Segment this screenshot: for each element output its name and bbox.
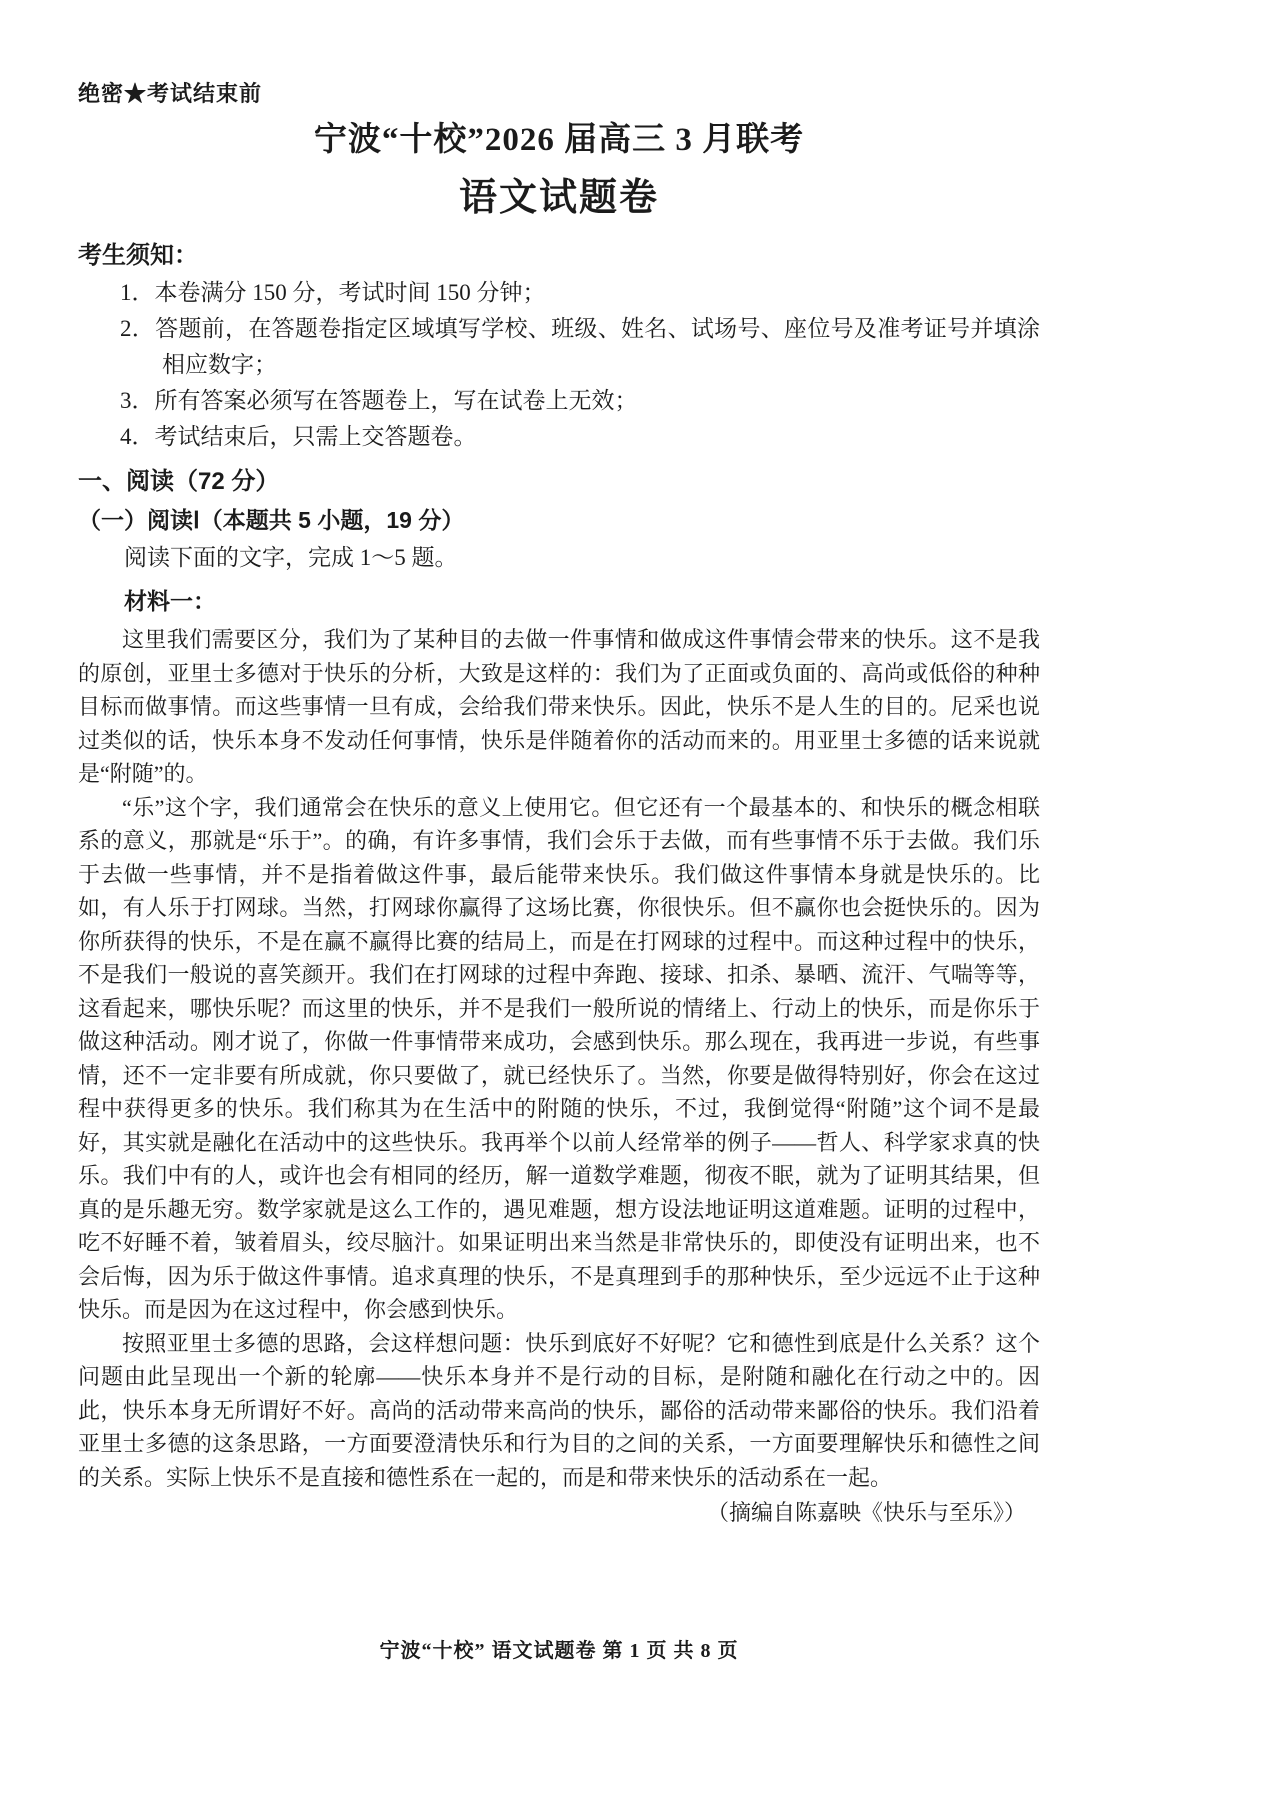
exam-paper-page	[78, 0, 1040, 1809]
paper-subtitle: 语文试题卷	[458, 177, 659, 219]
material-1-label: 材料一：	[124, 588, 216, 614]
reading-instruction: 阅读下面的文字，完成 1～5 题。	[124, 545, 458, 570]
material-paragraph-2: “乐”这个字，我们通常会在快乐的意义上使用它。但它还有一个最基本的、和快乐的概念相联系的意义，那就是“乐于”。的确，有许多事情，我们会乐于去做，而有些事情不乐于去做。我们乐于去做一些事情，并不是指着做这件事，最后能带来快乐。我们做这件事情本身就是快乐的。比如，有人乐于打网球。当然，打网球你赢得了这场比赛，你很快乐。但不赢你也会挺快乐的。因为你所获得的快乐，不是在赢不赢得比赛的结局上，而是在打网球的过程中。而这种过程中的快乐，不是我们一般说的喜笑颜开。我们在打网球的过程中奔跑、接球、扣杀、暴晒、流汗、气喘等等，这看起来，哪快乐呢？而这里的快乐，并不是我们一般所说的情绪上、行动上的快乐，而是你乐于做这种活动。刚才说了，你做一件事情带来成功，会感到快乐。那么现在，我再进一步说，有些事情，还不一定非要有所成就，你只要做了，就已经快乐了。当然，你要是做得特别好，你会在这过程中获得更多的快乐。我们称其为在生活中的附随的快乐，不过，我倒觉得“附随”这个词不是最好，其实就是融化在活动中的这些快乐。我再举个以前人经常举的例子——哲人、科学家求真的快乐。我们中有的人，或许也会有相同的经历，解一道数学难题，彻夜不眠，就为了证明其结果，但真的是乐趣无穷。数学家就是这么工作的，遇见难题，想方设法地证明这道难题。证明的过程中，吃不好睡不着，皱着眉头，绞尽脑汁。如果证明出来当然是非常快乐的，即使没有证明出来，也不会后悔，因为乐于做这件事情。追求真理的快乐，不是真理到手的那种快乐，至少远远不止于这种快乐。而是因为在这过程中，你会感到快乐。	[78, 794, 1040, 1322]
notice-item-3: 3．所有答案必须写在答题卷上，写在试卷上无效；	[120, 388, 638, 413]
material-paragraph-3: 按照亚里士多德的思路，会这样想问题：快乐到底好不好呢？它和德性到底是什么关系？这个问题由此呈现出一个新的轮廓——快乐本身并不是行动的目标，是附随和融化在行动之中的。因此，快乐本身无所谓好不好。高尚的活动带来高尚的快乐，鄙俗的活动带来鄙俗的快乐。我们沿着亚里士多德的这条思路，一方面要澄清快乐和行为目的之间的关系，一方面要理解快乐和德性之间的关系。实际上快乐不是直接和德性系在一起的，而是和带来快乐的活动系在一起。	[78, 1330, 1040, 1490]
source-attribution: （摘编自陈嘉映《快乐与至乐》）	[706, 1500, 1026, 1525]
exam-title: 宁波“十校”2026 届高三 3 月联考	[313, 122, 805, 158]
notice-item-1: 1．本卷满分 150 分，考试时间 150 分钟；	[120, 280, 546, 305]
notice-item-2: 2．答题前，在答题卷指定区域填写学校、班级、姓名、试场号、座位号及准考证号并填涂相应数字；	[120, 316, 1040, 377]
section-1-reading-heading: 一、阅读（72 分）	[78, 468, 280, 495]
material-paragraph-1: 这里我们需要区分，我们为了某种目的去做一件事情和做成这件事情会带来的快乐。这不是我的原创，亚里士多德对于快乐的分析，大致是这样的：我们为了正面或负面的、高尚或低俗的种种目标而做事情。而这些事情一旦有成，会给我们带来快乐。因此，快乐不是人生的目的。尼采也说过类似的话，快乐本身不发动任何事情，快乐是伴随着你的活动而来的。用亚里士多德的话来说就是“附随”的。	[78, 627, 1040, 786]
subsection-reading-1-heading: （一）阅读Ⅰ（本题共 5 小题，19 分）	[78, 507, 465, 533]
page-footer: 宁波“十校” 语文试题卷 第 1 页 共 8 页	[379, 1640, 739, 1662]
candidate-notice-heading: 考生须知：	[78, 242, 198, 269]
security-classification: 绝密★考试结束前	[78, 81, 263, 106]
notice-item-4: 4．考试结束后，只需上交答题卷。	[120, 424, 477, 449]
candidate-notice-list	[78, 275, 1040, 455]
